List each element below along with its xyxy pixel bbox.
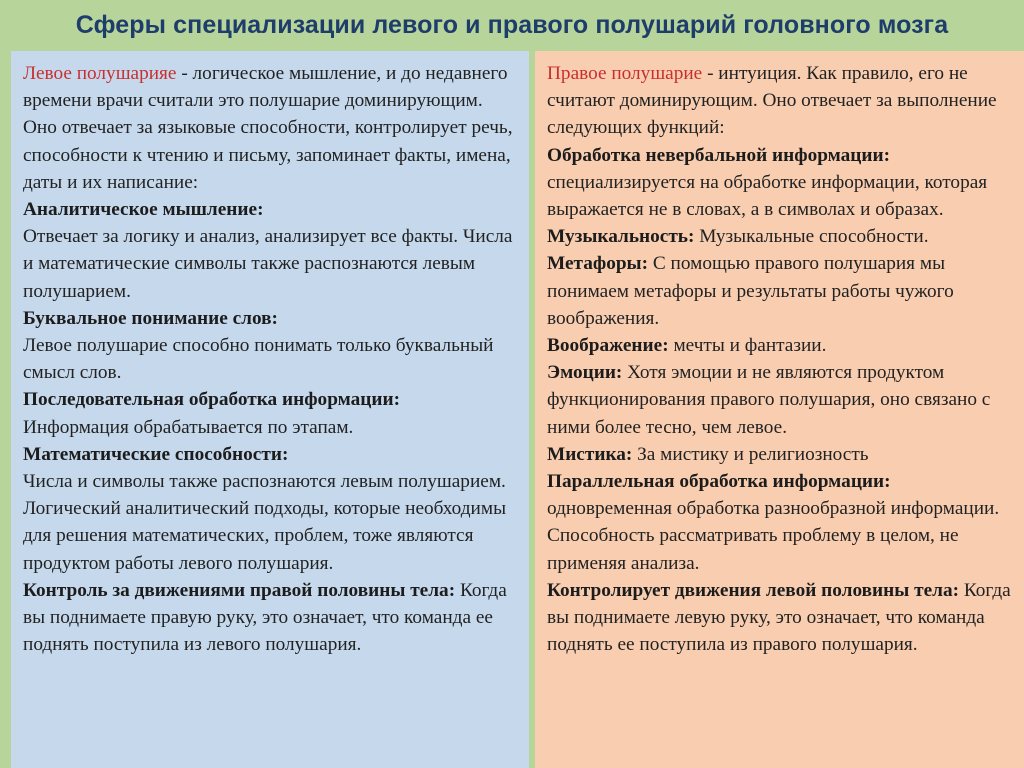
right-section-heading: Контролирует движения левой половины тела: <box>547 579 960 601</box>
left-section-heading: Контроль за движениями правой половины тела: <box>23 579 456 601</box>
right-section-heading: Метафоры: <box>547 253 649 275</box>
right-section-motor-control <box>547 577 1014 659</box>
left-hemisphere-panel <box>11 51 529 768</box>
right-section-text: С помощью правого полушария мы понимаем метафоры и результаты работы чужого воображения. <box>547 253 954 329</box>
right-section-text: одновременная обработка разнообразной информации. Способность рассматривать проблему в целом, не применяя анализа. <box>547 498 1000 574</box>
right-section-text: специализируется на обработке информации, которая выражается не в словах, а в символах и образах. <box>547 171 988 221</box>
right-section-heading: Музыкальность: <box>547 226 695 248</box>
page-title: Сферы специализации левого и правого полушарий головного мозга <box>75 11 949 39</box>
right-section-text: За мистику и религиозность <box>632 443 869 465</box>
right-section-emotions <box>547 359 1014 441</box>
left-intro-heading: Левое полушарияе <box>23 63 177 84</box>
left-section-heading: Математические способности: <box>23 443 289 465</box>
left-section-text: Когда вы поднимаете правую руку, это означает, что команда ее поднять поступила из левого полушария. <box>23 579 507 656</box>
right-section-heading: Воображение: <box>547 335 669 357</box>
left-section-heading: Последовательная обработка информации: <box>23 389 401 411</box>
right-section-mysticism <box>547 441 1014 468</box>
right-section-text: Музыкальные способности. <box>694 226 929 248</box>
left-section-heading: Аналитическое мышление: <box>23 199 264 221</box>
right-section-heading: Эмоции: <box>547 362 623 384</box>
right-section-heading: Мистика: <box>547 443 633 465</box>
right-intro-text: - интуиция. Как правило, его не считают доминирующим. Оно отвечает за выполнение следующих функций: <box>547 63 997 139</box>
left-section-text: Информация обрабатывается по этапам. <box>23 416 354 438</box>
left-section-text: Левое полушарие способно понимать только буквальный смысл слов. <box>23 335 494 384</box>
right-section-text: мечты и фантазии. <box>668 335 827 357</box>
right-section-text: Когда вы поднимаете левую руку, это означает, что команда поднять ее поступила из правого полушария. <box>547 579 1011 656</box>
left-section-text: Отвечает за логику и анализ, анализирует все факты. Числа и математические символы также распознаются левым полушарием. <box>23 226 513 302</box>
right-intro <box>547 60 1014 142</box>
left-section-math <box>23 441 519 577</box>
right-section-metaphors <box>547 250 1014 332</box>
right-hemisphere-panel <box>535 51 1024 768</box>
left-intro-text: - логическое мышление, и до недавнего времени врачи считали это полушарие доминирующим. Оно отвечает за языковые способности, контролирует речь, способности к чтению и письму, запоминает факты, имена, даты и их написание: <box>23 63 513 193</box>
right-section-parallel <box>547 468 1014 577</box>
left-section-sequential <box>23 386 519 440</box>
left-section-text: Числа и символы также распознаются левым полушарием. Логический аналитический подходы, которые необходимы для решения математических, проблем, тоже являются продуктом работы левого полушария. <box>23 471 507 574</box>
right-intro-heading: Правое полушарие <box>547 63 703 84</box>
left-section-analytical <box>23 196 519 305</box>
right-section-musicality <box>547 223 1014 250</box>
left-intro <box>23 60 519 196</box>
right-section-heading: Обработка невербальной информации: <box>547 144 891 166</box>
right-section-imagination <box>547 332 1014 359</box>
right-section-heading: Параллельная обработка информации: <box>547 471 891 493</box>
left-section-literal <box>23 305 519 387</box>
left-section-heading: Буквальное понимание слов: <box>23 307 278 329</box>
right-section-nonverbal <box>547 142 1014 224</box>
left-section-motor-control <box>23 577 519 659</box>
right-section-text: Хотя эмоции и не являются продуктом функционирования правого полушария, оно связано с ними более тесно, чем левое. <box>547 362 991 438</box>
